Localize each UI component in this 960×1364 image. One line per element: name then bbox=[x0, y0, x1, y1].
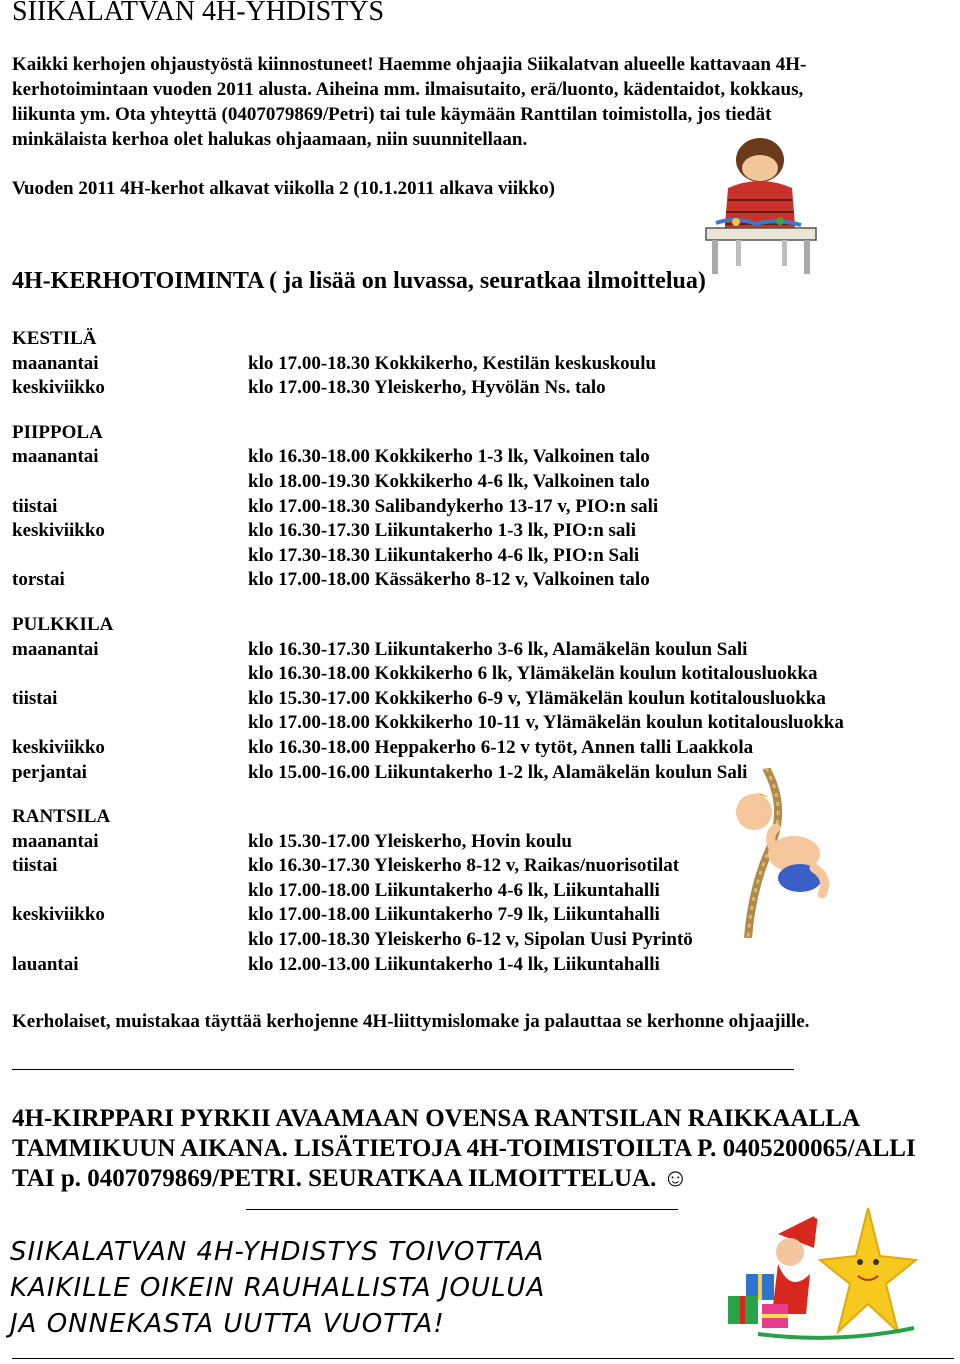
weekday: maanantai bbox=[12, 638, 99, 660]
weekday: keskiviikko bbox=[12, 736, 105, 758]
location-row bbox=[0, 327, 960, 352]
child-on-rope-illustration bbox=[718, 768, 838, 938]
divider-line bbox=[12, 1069, 794, 1070]
weekday: keskiviikko bbox=[12, 904, 105, 926]
club-time: klo 17.00-18.00 Kokkikerho 10-11 v, Ylämäkelän koulun kotitalousluokka bbox=[248, 712, 844, 734]
club-time: klo 17.00-18.30 Kokkikerho, Kestilän keskuskoulu bbox=[248, 352, 657, 374]
intro-line: minkälaista kerhoa olet halukas ohjaamaan, niin suunnitellaan. bbox=[12, 129, 528, 150]
schedule-row bbox=[0, 736, 960, 761]
schedule-row bbox=[0, 687, 960, 712]
schedule-row bbox=[0, 376, 960, 401]
weekday: lauantai bbox=[12, 953, 79, 975]
club-time: klo 16.30-18.00 Kokkikerho 6 lk, Ylämäkelän koulun kotitalousluokka bbox=[248, 663, 818, 685]
location-name: PIIPPOLA bbox=[12, 421, 103, 443]
start-note: Vuoden 2011 4H-kerhot alkavat viikolla 2 (10.1.2011 alkava viikko) bbox=[12, 178, 555, 199]
intro-line: liikunta ym. Ota yhteyttä (0407079869/Petri) tai tule käymään Ranttilan toimistolla, jos tiedät bbox=[12, 104, 772, 125]
club-time: klo 17.00-18.00 Liikuntakerho 7-9 lk, Liikuntahalli bbox=[248, 904, 660, 926]
santa-star-illustration bbox=[718, 1204, 918, 1354]
club-time: klo 15.00-16.00 Liikuntakerho 1-2 lk, Alamäkelän koulun Sali bbox=[248, 761, 748, 783]
announcement-line: TAI p. 0407079869/PETRI. SEURATKAA ILMOITTELUA. ☺ bbox=[12, 1165, 689, 1192]
weekday: perjantai bbox=[12, 761, 87, 783]
location-row bbox=[0, 613, 960, 638]
divider-line bbox=[12, 1358, 954, 1359]
schedule-row bbox=[0, 953, 960, 978]
location-name: KESTILÄ bbox=[12, 328, 97, 349]
club-time: klo 16.30-18.00 Kokkikerho 1-3 lk, Valkoinen talo bbox=[248, 446, 650, 468]
schedule-row bbox=[0, 495, 960, 520]
club-time: klo 17.00-18.30 Yleiskerho 6-12 v, Sipolan Uusi Pyrintö bbox=[248, 929, 693, 951]
club-time: klo 16.30-17.30 Yleiskerho 8-12 v, Raikas/nuorisotilat bbox=[248, 855, 680, 877]
club-time: klo 18.00-19.30 Kokkikerho 4-6 lk, Valkoinen talo bbox=[248, 470, 650, 492]
club-time: klo 17.00-18.00 Kässäkerho 8-12 v, Valkoinen talo bbox=[248, 569, 650, 591]
weekday: tiistai bbox=[12, 855, 58, 877]
location-name: RANTSILA bbox=[12, 806, 111, 828]
schedule-row bbox=[0, 445, 960, 470]
greeting-line: KAIKILLE OIKEIN RAUHALLISTA JOULUA bbox=[10, 1273, 546, 1303]
schedule-row bbox=[0, 544, 960, 569]
page-title: SIIKALATVAN 4H-YHDISTYS bbox=[12, 0, 385, 27]
club-time: klo 16.30-18.00 Heppakerho 6-12 v tytöt, Annen talli Laakkola bbox=[248, 736, 754, 758]
announcement-line: TAMMIKUUN AIKANA. LISÄTIETOJA 4H-TOIMISTOILTA P. 0405200065/ALLI bbox=[12, 1135, 916, 1162]
club-time: klo 17.00-18.00 Liikuntakerho 4-6 lk, Liikuntahalli bbox=[248, 879, 660, 901]
greeting-line: SIIKALATVAN 4H-YHDISTYS TOIVOTTAA bbox=[10, 1237, 545, 1267]
club-time: klo 17.00-18.30 Salibandykerho 13-17 v, PIO:n sali bbox=[248, 495, 659, 517]
club-time: klo 16.30-17.30 Liikuntakerho 1-3 lk, PIO:n sali bbox=[248, 520, 636, 542]
schedule-row bbox=[0, 568, 960, 593]
location-row bbox=[0, 421, 960, 446]
greeting-line: JA ONNEKASTA UUTTA VUOTTA! bbox=[10, 1309, 445, 1339]
weekday: keskiviikko bbox=[12, 520, 105, 542]
schedule-row bbox=[0, 662, 960, 687]
weekday: tiistai bbox=[12, 687, 58, 709]
schedule-row bbox=[0, 519, 960, 544]
schedule-row bbox=[0, 470, 960, 495]
club-time: klo 15.30-17.00 Kokkikerho 6-9 v, Ylämäkelän koulun kotitalousluokka bbox=[248, 687, 826, 709]
weekday: torstai bbox=[12, 569, 65, 591]
child-crafting-illustration bbox=[676, 128, 826, 278]
club-time: klo 12.00-13.00 Liikuntakerho 1-4 lk, Liikuntahalli bbox=[248, 953, 660, 975]
section-heading: 4H-KERHOTOIMINTA ( ja lisää on luvassa, seuratkaa ilmoittelua) bbox=[12, 268, 706, 294]
club-time: klo 17.00-18.30 Yleiskerho, Hyvölän Ns. talo bbox=[248, 377, 606, 399]
weekday: keskiviikko bbox=[12, 377, 105, 399]
location-name: PULKKILA bbox=[12, 613, 114, 635]
christmas-greeting bbox=[10, 1234, 545, 1342]
club-time: klo 16.30-17.30 Liikuntakerho 3-6 lk, Alamäkelän koulun Sali bbox=[248, 638, 748, 660]
divider-line bbox=[246, 1209, 678, 1210]
membership-notice: Kerholaiset, muistakaa täyttää kerhojenne 4H-liittymislomake ja palauttaa se kerhonne ohjaajille. bbox=[12, 1011, 810, 1032]
schedule-row bbox=[0, 711, 960, 736]
intro-line: kerhotoimintaan vuoden 2011 alusta. Aiheina mm. ilmaisutaito, erä/luonto, kädentaidot, kokkaus, bbox=[12, 79, 804, 100]
club-time: klo 15.30-17.00 Yleiskerho, Hovin koulu bbox=[248, 830, 572, 852]
intro-line: Kaikki kerhojen ohjaustyöstä kiinnostuneet! Haemme ohjaajia Siikalatvan alueelle kattavaan 4H- bbox=[12, 54, 807, 75]
club-time: klo 17.30-18.30 Liikuntakerho 4-6 lk, PIO:n Sali bbox=[248, 544, 640, 566]
weekday: maanantai bbox=[12, 352, 99, 374]
kirppari-announcement bbox=[12, 1104, 916, 1194]
weekday: maanantai bbox=[12, 830, 99, 852]
weekday: maanantai bbox=[12, 446, 99, 468]
schedule-row bbox=[0, 352, 960, 377]
weekday: tiistai bbox=[12, 495, 58, 517]
announcement-line: 4H-KIRPPARI PYRKII AVAAMAAN OVENSA RANTSILAN RAIKKAALLA bbox=[12, 1105, 861, 1132]
schedule-row bbox=[0, 638, 960, 663]
